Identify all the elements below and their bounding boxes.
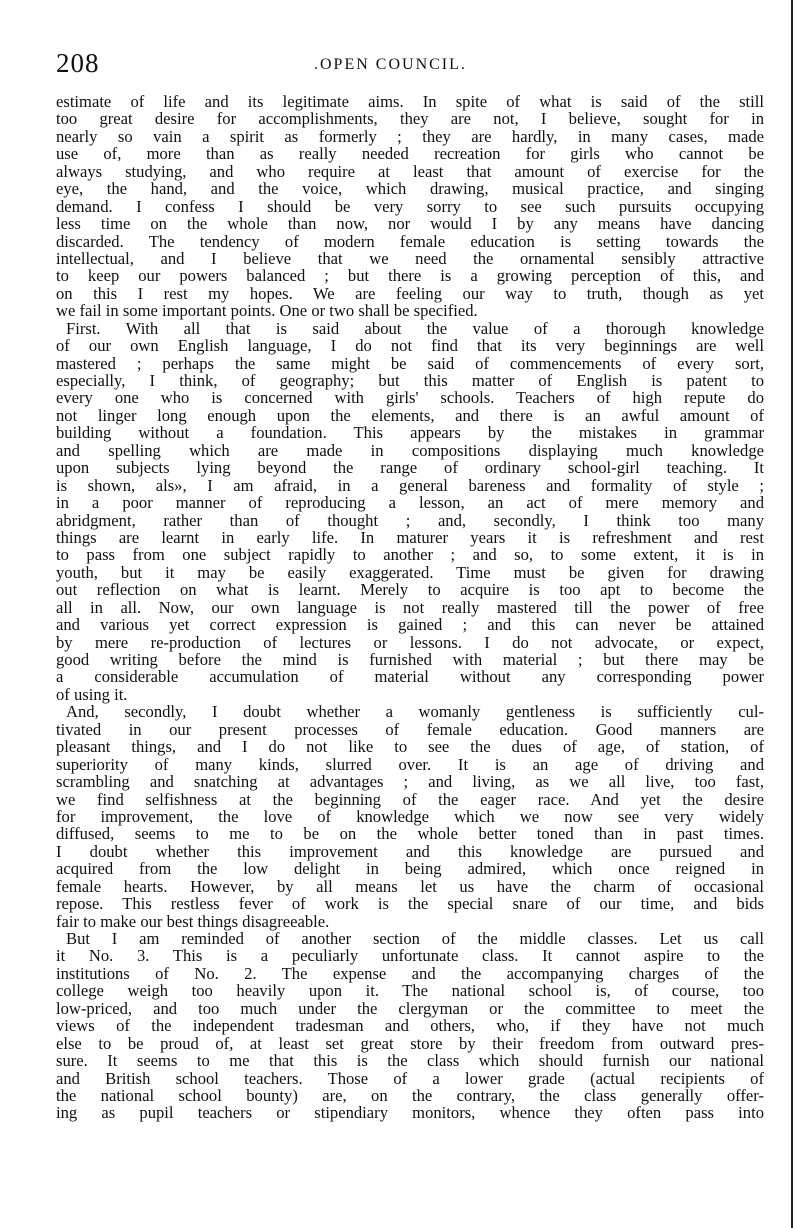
text-line: low-priced, and too much under the clergyman or the committee to meet the	[56, 998, 764, 1018]
text-line: intellectual, and I believe that we need the ornamental sensibly attractive	[56, 248, 764, 268]
text-line: of our own English language, I do not find that its very beginnings are well	[56, 336, 764, 356]
text-line: is shown, als», I am afraid, in a general bareness and formality of style ;	[56, 475, 764, 495]
text-line: mastered ; perhaps the same might be said of commencements of every sort,	[56, 353, 764, 373]
text-line: scrambling and snatching at advantages ; and living, as we all live, too fast,	[56, 772, 764, 792]
text-line: and spelling which are made in compositions displaying much knowledge	[56, 440, 764, 460]
text-line: tivated in our present processes of female education. Good manners are	[56, 719, 764, 739]
text-line: not linger long enough upon the elements, and there is an awful amount of	[56, 405, 764, 425]
text-line: less time on the whole than now, nor would I by any means have dancing	[56, 214, 764, 234]
text-line: eye, the hand, and the voice, which drawing, musical practice, and singing	[56, 179, 764, 199]
text-line: nearly so vain a spirit as formerly ; they are hardly, in many cases, made	[56, 126, 764, 146]
text-line: a considerable accumulation of material without any corresponding power	[56, 667, 764, 687]
text-line: and British school teachers. Those of a lower grade (actual recipients of	[56, 1068, 764, 1088]
text-line: demand. I confess I should be very sorry to see such pursuits occupying	[56, 196, 764, 216]
text-line: First. With all that is said about the value of a thorough knowledge	[66, 318, 764, 338]
text-line: the national school bounty) are, on the contrary, the class generally offer-	[56, 1085, 764, 1105]
text-line: fair to make our best things disagreeable.	[56, 911, 330, 931]
text-line: to keep our powers balanced ; but there is a growing perception of this, and	[56, 266, 764, 286]
running-head: .OPEN COUNCIL.	[314, 56, 467, 73]
text-line: too great desire for accomplishments, they are not, I believe, sought for in	[56, 109, 764, 129]
text-line: ing as pupil teachers or stipendiary monitors, whence they often pass into	[56, 1103, 764, 1123]
text-line: always studying, and who require at least that amount of exercise for the	[56, 161, 764, 181]
page-number: 208	[56, 48, 100, 78]
text-line: things are learnt in early life. In maturer years it is refreshment and rest	[56, 527, 764, 547]
text-line: else to be proud of, at least set great store by their freedom from outward pres-	[56, 1033, 764, 1053]
text-line: abridgment, rather than of thought ; and, secondly, I think too many	[56, 510, 764, 530]
text-line: all in all. Now, our own language is not really mastered till the power of free	[56, 597, 764, 617]
text-line: estimate of life and its legitimate aims. In spite of what is said of the still	[56, 92, 764, 111]
text-line: views of the independent tradesman and others, who, if they have not much	[56, 1016, 764, 1036]
text-line: And, secondly, I doubt whether a womanly gentleness is sufficiently cul-	[66, 702, 764, 722]
body-text	[56, 93, 764, 1122]
text-line: upon subjects lying beyond the range of ordinary school-girl teaching. It	[56, 458, 764, 478]
text-line: good writing before the mind is furnished with material ; but there may be	[56, 650, 764, 669]
text-line: out reflection on what is learnt. Merely to acquire is too apt to become the	[56, 580, 764, 600]
text-line: to pass from one subject rapidly to another ; and so, to some extent, it is in	[56, 545, 764, 565]
text-line: discarded. The tendency of modern female education is setting towards the	[56, 231, 764, 251]
page-header	[56, 44, 762, 84]
text-line: youth, but it may be easily exaggerated. Time must be given for drawing	[56, 562, 764, 582]
text-line: especially, I think, of geography; but this matter of English is patent to	[56, 371, 764, 390]
text-line: for improvement, the love of knowledge which we now see very widely	[56, 806, 764, 826]
text-line: superiority of many kinds, slurred over. It is an age of driving and	[56, 754, 764, 774]
text-line: female hearts. However, by all means let us have the charm of occasional	[56, 876, 764, 896]
text-line: sure. It seems to me that this is the class which should furnish our national	[56, 1051, 764, 1071]
text-line: of using it.	[56, 684, 128, 704]
text-line: we fail in some important points. One or two shall be specified.	[56, 301, 478, 321]
text-line: college weigh too heavily upon it. The national school is, of course, too	[56, 981, 764, 1001]
text-line: it No. 3. This is a peculiarly unfortunate class. It cannot aspire to the	[56, 946, 764, 966]
text-line: every one who is concerned with girls' schools. Teachers of high repute do	[56, 388, 764, 408]
text-line: diffused, seems to me to be on the whole better toned than in past times.	[56, 824, 764, 844]
text-line: and various yet correct expression is gained ; and this can never be attained	[56, 615, 764, 635]
text-line: acquired from the low delight in being admired, which once reigned in	[56, 859, 764, 879]
text-line: in a poor manner of reproducing a lesson, an act of mere memory and	[56, 493, 764, 513]
text-line: we find selfishness at the beginning of the eager race. And yet the desire	[56, 789, 764, 809]
text-line: pleasant things, and I do not like to see the dues of age, of station, of	[56, 737, 764, 757]
text-line: building without a foundation. This appears by the mistakes in grammar	[56, 423, 764, 443]
text-line: But I am reminded of another section of the middle classes. Let us call	[66, 929, 764, 948]
text-line: use of, more than as really needed recreation for girls who cannot be	[56, 144, 764, 164]
text-line: by mere re-production of lectures or lessons. I do not advocate, or expect,	[56, 632, 764, 652]
text-line: repose. This restless fever of work is the special snare of our time, and bids	[56, 894, 764, 914]
text-line: on this I rest my hopes. We are feeling our way to truth, though as yet	[56, 283, 764, 303]
text-line: institutions of No. 2. The expense and the accompanying charges of the	[56, 963, 764, 983]
text-line: I doubt whether this improvement and this knowledge are pursued and	[56, 841, 764, 861]
